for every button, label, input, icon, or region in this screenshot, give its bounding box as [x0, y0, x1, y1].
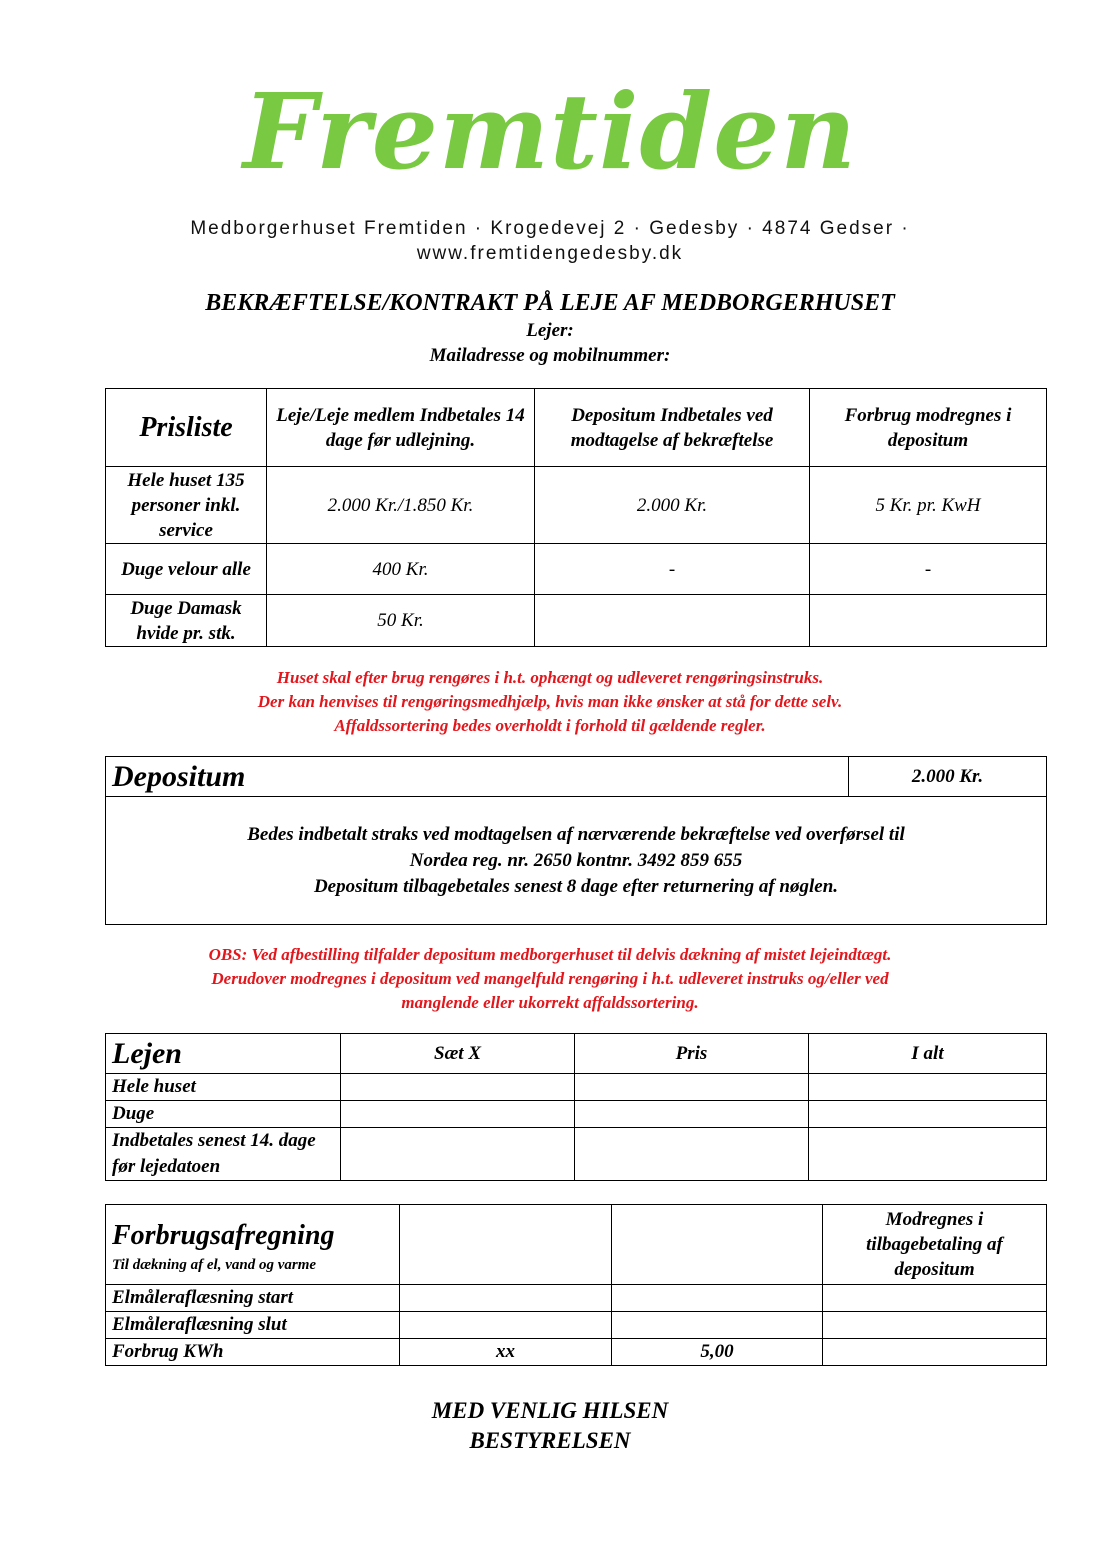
- input-cell[interactable]: [809, 1101, 1047, 1128]
- input-cell[interactable]: [823, 1339, 1047, 1366]
- pricelist-col-rent: Leje/Leje medlem Indbetales 14 dage før udlejning.: [267, 389, 535, 467]
- notice-line: manglende eller ukorrekt affaldssortering.: [401, 993, 699, 1012]
- deposit-table: [105, 756, 1047, 925]
- notice-line: Affaldssortering bedes overholdt i forhold til gældende regler.: [334, 716, 766, 735]
- website-link[interactable]: www.fremtidengedesby.dk: [416, 243, 684, 264]
- pricelist-col-deposit: Depositum Indbetales ved modtagelse af bekræftelse: [535, 389, 810, 467]
- consumption-heading-cell: [106, 1205, 400, 1285]
- pricelist-heading: Prisliste: [106, 389, 267, 467]
- usage-value: [810, 595, 1047, 647]
- table-row: [106, 544, 1047, 595]
- row-label: Duge: [106, 1101, 341, 1128]
- row-label: Forbrug KWh: [106, 1339, 400, 1366]
- input-cell[interactable]: [575, 1101, 809, 1128]
- notice-line: Derudover modregnes i depositum ved mangelfuld rengøring i h.t. udleveret instruks og/eller ved: [211, 969, 889, 988]
- consumption-table: [105, 1204, 1047, 1366]
- bank-account-line: Nordea reg. nr. 2650 kontnr. 3492 859 655: [409, 849, 743, 871]
- row-label: Elmåleraflæsning start: [106, 1285, 400, 1312]
- rent-value: 2.000 Kr./1.850 Kr.: [267, 467, 535, 544]
- input-cell[interactable]: [575, 1128, 809, 1181]
- kwh-placeholder[interactable]: xx: [400, 1339, 612, 1366]
- address-line: Medborgerhuset Fremtiden · Krogedevej 2 · Gedesby · 4874 Gedser ·: [190, 218, 910, 239]
- input-cell[interactable]: [341, 1074, 575, 1101]
- usage-value: 5 Kr. pr. KwH: [810, 467, 1047, 544]
- input-cell[interactable]: [809, 1128, 1047, 1181]
- document-title: BEKRÆFTELSE/KONTRAKT PÅ LEJE AF MEDBORGERHUSET: [205, 290, 895, 316]
- notice-line: OBS: Ved afbestilling tilfalder depositum medborgerhuset til delvis dækning af mistet lejeindtægt.: [208, 945, 892, 964]
- notice-line: Der kan henvises til rengøringsmedhjælp, hvis man ikke ønsker at stå for dette selv.: [257, 692, 843, 711]
- table-row: [106, 1128, 1047, 1181]
- input-cell[interactable]: [612, 1285, 823, 1312]
- input-cell[interactable]: [823, 1312, 1047, 1339]
- deposit-value: -: [535, 544, 810, 595]
- col-header: Pris: [575, 1034, 809, 1074]
- deposit-value: [535, 595, 810, 647]
- input-cell[interactable]: [823, 1285, 1047, 1312]
- lejer-label: Lejer:: [526, 320, 574, 341]
- signature-line: BESTYRELSEN: [469, 1428, 631, 1453]
- col-header: I alt: [809, 1034, 1047, 1074]
- row-label: Duge Damask hvide pr. stk.: [106, 595, 267, 647]
- closing: [0, 1396, 1100, 1456]
- usage-value: -: [810, 544, 1047, 595]
- input-cell[interactable]: [400, 1285, 612, 1312]
- row-label: Indbetales senest 14. dage før lejedatoen: [106, 1128, 341, 1181]
- consumption-header-row: [106, 1205, 1047, 1285]
- empty-header-cell: [400, 1205, 612, 1285]
- closing-line: MED VENLIG HILSEN: [431, 1398, 669, 1423]
- rent-value: 50 Kr.: [267, 595, 535, 647]
- table-row: [106, 1312, 1047, 1339]
- deposit-amount: 2.000 Kr.: [849, 757, 1047, 797]
- info-line: Bedes indbetalt straks ved modtagelsen af nærværende bekræftelse ved overførsel til: [247, 823, 905, 845]
- deposit-info-row: [106, 797, 1047, 925]
- pricelist-col-usage: Forbrug modregnes i depositum: [810, 389, 1047, 467]
- logo: Fremtiden: [242, 70, 858, 193]
- rent-heading: Lejen: [106, 1034, 341, 1074]
- row-label: Duge velour alle: [106, 544, 267, 595]
- rent-value: 400 Kr.: [267, 544, 535, 595]
- obs-notice: [0, 943, 1100, 1015]
- deposit-header-row: [106, 757, 1047, 797]
- row-label: Elmåleraflæsning slut: [106, 1312, 400, 1339]
- info-line: Depositum tilbagebetales senest 8 dage efter returnering af nøglen.: [313, 875, 839, 897]
- pricelist-table: [105, 388, 1047, 647]
- consumption-heading: Forbrugsafregning: [112, 1219, 335, 1251]
- input-cell[interactable]: [400, 1312, 612, 1339]
- consumption-subheading: Til dækning af el, vand og varme: [112, 1256, 317, 1273]
- cleaning-notice: [0, 666, 1100, 738]
- offset-header: Modregnes i tilbagebetaling af depositum: [823, 1205, 1047, 1285]
- row-label: Hele huset: [106, 1074, 341, 1101]
- table-row: [106, 1339, 1047, 1366]
- deposit-info: [106, 797, 1047, 925]
- table-row: [106, 1074, 1047, 1101]
- kwh-price[interactable]: 5,00: [612, 1339, 823, 1366]
- table-row: [106, 467, 1047, 544]
- row-label: Hele huset 135 personer inkl. service: [106, 467, 267, 544]
- input-cell[interactable]: [575, 1074, 809, 1101]
- pricelist-header-row: [106, 389, 1047, 467]
- input-cell[interactable]: [341, 1128, 575, 1181]
- contact-label: Mailadresse og mobilnummer:: [429, 345, 671, 366]
- table-row: [106, 1285, 1047, 1312]
- empty-header-cell: [612, 1205, 823, 1285]
- input-cell[interactable]: [341, 1101, 575, 1128]
- deposit-value: 2.000 Kr.: [535, 467, 810, 544]
- rent-header-row: [106, 1034, 1047, 1074]
- notice-line: Huset skal efter brug rengøres i h.t. ophængt og udleveret rengøringsinstruks.: [276, 668, 824, 687]
- deposit-heading: Depositum: [106, 757, 849, 797]
- col-header: Sæt X: [341, 1034, 575, 1074]
- rent-table: [105, 1033, 1047, 1181]
- input-cell[interactable]: [809, 1074, 1047, 1101]
- table-row: [106, 1101, 1047, 1128]
- input-cell[interactable]: [612, 1312, 823, 1339]
- table-row: [106, 595, 1047, 647]
- address-block: [150, 216, 950, 266]
